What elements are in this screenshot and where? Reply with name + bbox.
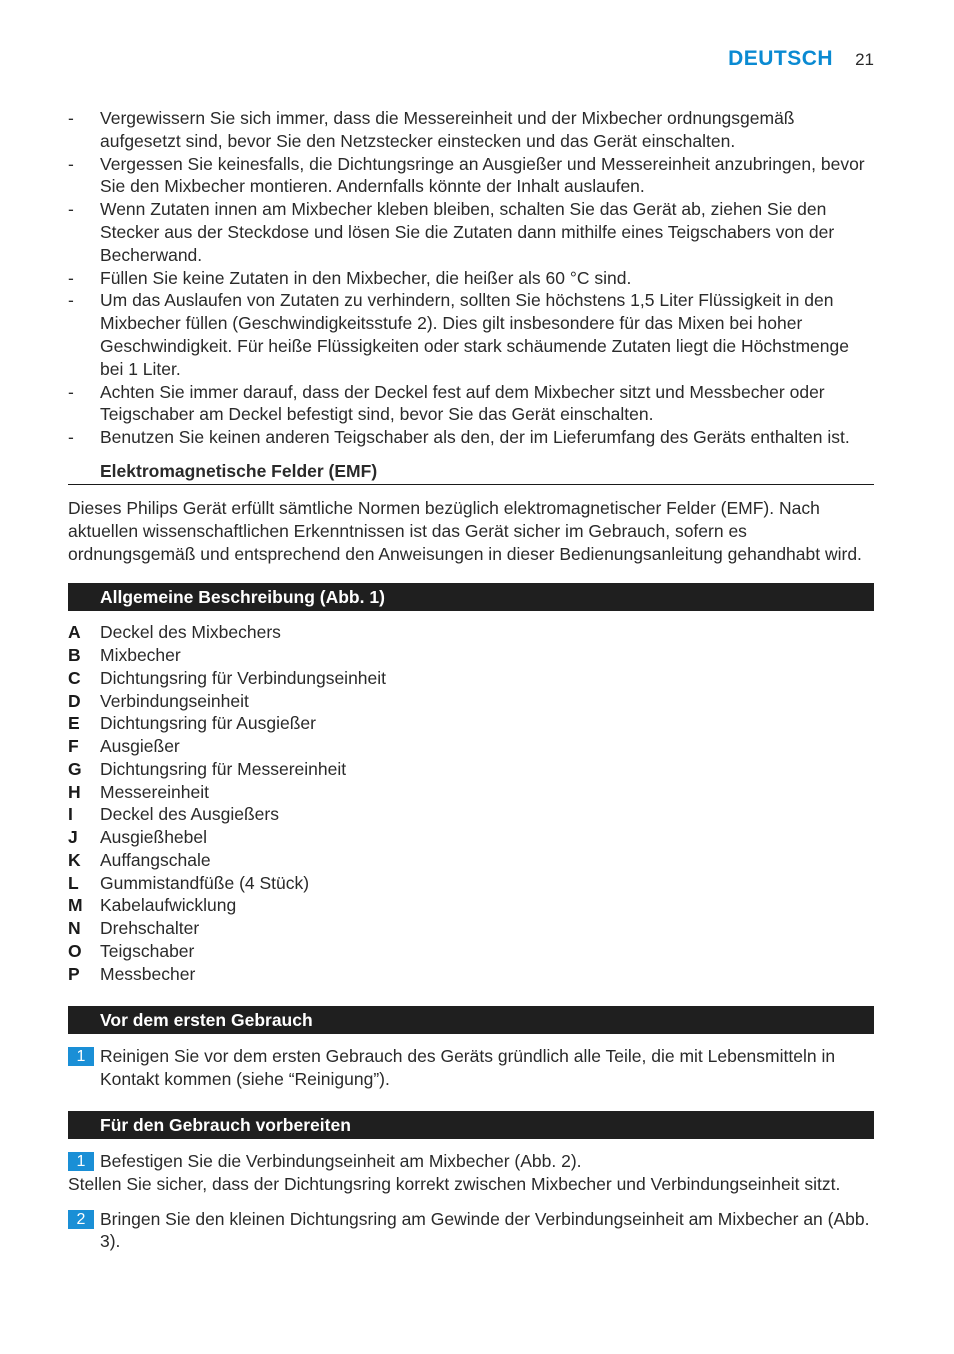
step-item xyxy=(68,1208,874,1254)
emf-paragraph: Dieses Philips Gerät erfüllt sämtliche Normen bezüglich elektromagnetischer Felder (EMF). Nach aktuellen wissenschaftlichen Erkenntnissen ist das Gerät sicher im Gebrauch, sofern es ordnungsgemäß und entsprechend den Anweisungen in dieser Bedienungsanleitung gehandhabt wird. xyxy=(68,497,862,564)
page-header xyxy=(728,47,874,71)
list-item: - Um das Auslaufen von Zutaten zu verhindern, sollten Sie höchstens 1,5 Liter Flüssigkeit in den Mixbecher füllen (Geschwindigkeitsstufe 2). Dies gilt insbesondere für das Mixen bei hoher Geschwindigkeit. Für heiße Flüssigkeiten oder stark schäumende Zutaten liegt die Höchstmenge bei 1 Liter. xyxy=(68,290,849,379)
page-number: 21 xyxy=(855,50,874,69)
step-text: Befestigen Sie die Verbindungseinheit am Mixbecher (Abb. 2). xyxy=(100,1150,582,1171)
list-item: G Dichtungsring für Messereinheit xyxy=(68,758,347,779)
list-item: M Kabelaufwicklung xyxy=(68,895,237,916)
step-item xyxy=(68,1150,874,1173)
language-label: DEUTSCH xyxy=(728,47,834,70)
page-content xyxy=(68,107,874,1253)
list-item: B Mixbecher xyxy=(68,645,181,666)
list-item: O Teigschaber xyxy=(68,940,195,961)
list-item: - Vergewissern Sie sich immer, dass die Messereinheit und der Mixbecher ordnungsgemäß aufgesetzt sind, bevor Sie den Netzstecker einstecken und das Gerät einschalten. xyxy=(68,108,795,151)
step-number-badge: 1 xyxy=(68,1047,94,1066)
list-item: - Benutzen Sie keinen anderen Teigschaber als den, der im Lieferumfang des Geräts enthalten ist. xyxy=(68,427,850,448)
step-note: Stellen Sie sicher, dass der Dichtungsring korrekt zwischen Mixbecher und Verbindungseinheit sitzt. xyxy=(68,1173,841,1194)
list-item: L Gummistandfüße (4 Stück) xyxy=(68,872,310,893)
section-heading-description: Allgemeine Beschreibung (Abb. 1) xyxy=(68,583,874,611)
list-item: F Ausgießer xyxy=(68,736,180,757)
list-item: - Achten Sie immer darauf, dass der Deckel fest auf dem Mixbecher sitzt und Messbecher oder Teigschaber am Deckel befestigt sind, bevor Sie das Gerät einschalten. xyxy=(68,381,825,425)
list-item: H Messereinheit xyxy=(68,781,209,802)
list-item: I Deckel des Ausgießers xyxy=(68,804,279,825)
section-heading-prepare: Für den Gebrauch vorbereiten xyxy=(68,1111,874,1139)
list-item: - Füllen Sie keine Zutaten in den Mixbecher, die heißer als 60 °C sind. xyxy=(68,267,632,288)
warning-list xyxy=(68,107,874,449)
list-item: D Verbindungseinheit xyxy=(68,690,249,711)
step-text: Reinigen Sie vor dem ersten Gebrauch des Geräts gründlich alle Teile, die mit Lebensmitteln in Kontakt kommen (siehe “Reinigung”). xyxy=(100,1046,836,1090)
list-item: A Deckel des Mixbechers xyxy=(68,622,281,643)
list-item: P Messbecher xyxy=(68,963,196,984)
list-item: C Dichtungsring für Verbindungseinheit xyxy=(68,667,387,688)
emf-heading: Elektromagnetische Felder (EMF) xyxy=(68,460,874,485)
list-item: - Wenn Zutaten innen am Mixbecher kleben bleiben, schalten Sie das Gerät ab, ziehen Sie den Stecker aus der Steckdose und lösen Sie die Zutaten dann mithilfe eines Teigschabers von der Becherwand. xyxy=(68,199,835,265)
list-item: J Ausgießhebel xyxy=(68,827,208,848)
list-item: E Dichtungsring für Ausgießer xyxy=(68,713,316,734)
step-number-badge: 1 xyxy=(68,1152,94,1171)
list-item: K Auffangschale xyxy=(68,849,211,870)
step-number-badge: 2 xyxy=(68,1210,94,1229)
section-heading-first-use: Vor dem ersten Gebrauch xyxy=(68,1006,874,1034)
step-text: Bringen Sie den kleinen Dichtungsring am Gewinde der Verbindungseinheit am Mixbecher an (Abb. 3). xyxy=(100,1208,870,1252)
parts-list xyxy=(68,621,874,985)
list-item: N Drehschalter xyxy=(68,918,200,939)
step-item xyxy=(68,1045,874,1091)
list-item: - Vergessen Sie keinesfalls, die Dichtungsringe an Ausgießer und Messereinheit anzubringen, bevor Sie den Mixbecher montieren. Andernfalls könnte der Inhalt auslaufen. xyxy=(68,153,865,197)
